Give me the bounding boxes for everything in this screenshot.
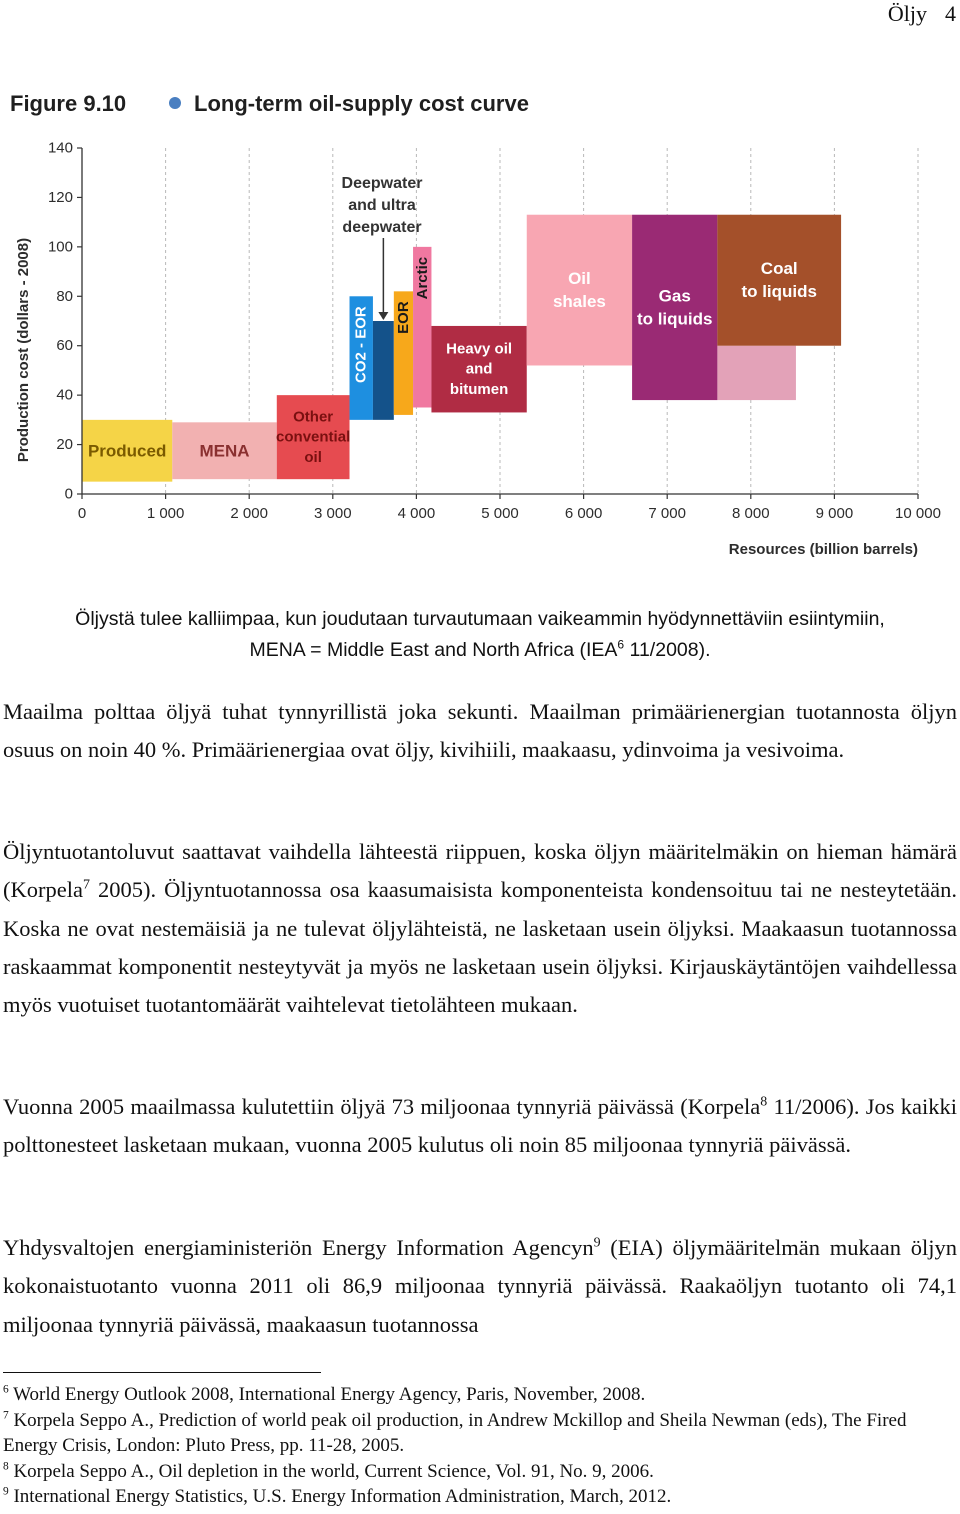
footnote-ref-8[interactable]: 8 (760, 1094, 768, 1110)
segment-label: Gas (658, 286, 691, 306)
caption-line-2-end: 11/2008). (624, 639, 711, 661)
segment-bar-gas-to-liquids (632, 215, 717, 400)
footnote-number: 7 (3, 1409, 9, 1422)
header-title: Öljy (887, 1, 927, 26)
segment-label: Coal (760, 259, 798, 279)
y-tick-label: 100 (47, 238, 73, 256)
page-number: 4 (945, 1, 956, 26)
paragraph-4-end: (EIA) öljymääritelmän mukaan öljyn kokonaistuotanto vuonna 2011 oli 86,9 miljoonaa tynnyriä päivässä. Raakaöljyn tuotanto oli 74,1 miljoonaa tynnyriä päivässä, maakaasun tuotannossa (3, 1235, 957, 1337)
y-axis-label: Production cost (dollars - 2008) (15, 237, 32, 463)
x-tick-label: 7 000 (648, 505, 686, 522)
segment-label: to liquids (636, 309, 713, 329)
footnote-text: Korpela Seppo A., Prediction of world peak oil production, in Andrew Mckillop and Sheila Newman (eds), The Fired Energy Crisis, London: Pluto Press, pp. 11-28, 2005. (3, 1409, 907, 1457)
footnotes (3, 1382, 957, 1510)
x-tick-label: 6 000 (564, 505, 603, 522)
segment-label: Arctic (413, 256, 431, 300)
footnote-ref-9[interactable]: 9 (593, 1235, 601, 1251)
x-tick-label: 9 000 (815, 505, 854, 522)
footnote-text: Korpela Seppo A., Oil depletion in the world, Current Science, Vol. 91, No. 9, 2006. (8, 1460, 654, 1482)
caption-line-2 (0, 635, 960, 666)
y-tick-label: 20 (56, 436, 73, 454)
footnote-7 (3, 1408, 957, 1459)
y-tick-label: 60 (56, 337, 73, 355)
callout-label: Deepwater (341, 175, 423, 192)
figure-label: Figure 9.10 (10, 91, 127, 116)
figure-bullet-icon (169, 97, 181, 109)
oil-supply-cost-chart (0, 82, 960, 570)
paragraph-2-start: Öljyntuotantoluvut saattavat vaihdella lähteestä riippuen, koska öljyn määritelmäkin on hieman hämärä (Korpela (3, 839, 957, 903)
footnote-number: 9 (3, 1486, 9, 1499)
page-header (888, 0, 956, 30)
paragraph-4 (3, 1229, 957, 1344)
callout-label: deepwater (342, 219, 422, 236)
footnote-number: 6 (3, 1383, 9, 1396)
paragraph-3 (3, 1088, 957, 1165)
footnote-9 (3, 1484, 957, 1510)
footnote-ref-6[interactable]: 6 (617, 637, 625, 652)
segment-label: Heavy oil (446, 340, 513, 358)
y-tick-label: 120 (47, 188, 73, 206)
caption-line-2-text: MENA = Middle East and North Africa (IEA (249, 639, 618, 661)
segment-label: to liquids (741, 282, 817, 302)
footnote-text: International Energy Statistics, U.S. Energy Information Administration, March, 2012. (8, 1486, 672, 1508)
segment-label: shales (552, 292, 606, 312)
x-tick-label: 8 000 (732, 505, 770, 522)
segment-bar-coal-to-liquids (717, 215, 841, 346)
callout-arrow-icon (378, 312, 388, 320)
paragraph-3-start: Vuonna 2005 maailmassa kulutettiin öljyä 73 miljoonaa tynnyriä päivässä (Korpela (3, 1094, 761, 1119)
footnote-divider (3, 1372, 321, 1373)
x-tick-label: 10 000 (895, 505, 941, 522)
footnote-number: 8 (3, 1460, 9, 1473)
segment-label: Oil (568, 269, 591, 289)
x-tick-label: 2 000 (230, 505, 268, 522)
x-tick-label: 0 (77, 505, 87, 522)
paragraph-3-text (3, 1088, 957, 1165)
figure-title: Long-term oil-supply cost curve (194, 91, 529, 116)
segment-bar-deepwater-and-ultra-deepwater (373, 321, 394, 420)
paragraph-1-text: Maailma polttaa öljyä tuhat tynnyrillistä joka sekunti. Maailman primäärienergian tuotannosta öljyn osuus on noin 40 %. Primäärienergiaa ovat öljy, kivihiili, maakaasu, ydinvoima ja vesivoima. (3, 699, 957, 763)
segment-bar-oil-shales (527, 215, 632, 366)
figure-caption (0, 604, 960, 666)
y-tick-label: 140 (47, 139, 73, 157)
segment-label: oil (304, 448, 322, 466)
footnote-6 (3, 1382, 957, 1408)
paragraph-2-text (3, 833, 957, 1024)
segment-label: Produced (87, 441, 167, 461)
paragraph-4-text (3, 1229, 957, 1344)
segment-label: CO2 - EOR (352, 306, 370, 383)
paragraph-2-end: 2005). Öljyntuotannossa osa kaasumaisista komponenteista kondensoituu tai ne nesteytetään. Koska ne ovat nestemäisiä ja ne tulevat öljylähteistä, ne lasketaan usein öljyksi. Maakaasun tuotannossa raskaammat komponentit nesteytyvät ja myös ne lasketaan usein öljyksi. Kirjauskäytäntöjen vaihdellessa myös vuotuiset tuotantomäärät vaihtelevat tietolähteen mukaan. (3, 877, 957, 1018)
x-tick-label: 5 000 (481, 505, 519, 522)
segment-label: convential (276, 428, 351, 446)
x-axis-label: Resources (billion barrels) (728, 541, 918, 558)
footnote-ref-7[interactable]: 7 (82, 877, 90, 893)
segment-label: EOR (394, 301, 412, 334)
callout-label: and ultra (348, 197, 416, 214)
segment-label: bitumen (449, 380, 509, 398)
footnote-text: World Energy Outlook 2008, International Energy Agency, Paris, November, 2008. (8, 1384, 646, 1405)
footnote-8 (3, 1459, 957, 1485)
segment-label: MENA (199, 441, 250, 461)
segment-label: Other (293, 408, 334, 426)
caption-line-1: Öljystä tulee kalliimpaa, kun joudutaan turvautumaan vaikeammin hyödynnettäviin esiintymiin, (75, 608, 885, 630)
paragraph-3-end: 11/2006). Jos kaikki polttonesteet lasketaan mukaan, vuonna 2005 kulutus oli noin 85 miljoonaa tynnyriä päivässä. (3, 1094, 957, 1158)
cost-segments (82, 215, 841, 482)
x-tick-label: 1 000 (146, 505, 185, 522)
y-tick-label: 0 (64, 485, 73, 503)
x-tick-label: 4 000 (397, 505, 436, 522)
y-tick-label: 80 (56, 287, 73, 305)
paragraph-2 (3, 833, 957, 1024)
paragraph-4-start: Yhdysvaltojen energiaministeriön Energy Information Agencyn (3, 1235, 594, 1260)
paragraph-1 (3, 693, 957, 770)
figure (0, 82, 960, 570)
segment-label: and (465, 360, 493, 378)
x-tick-label: 3 000 (314, 505, 352, 522)
segment-bar-extra (717, 346, 796, 400)
y-tick-label: 40 (56, 386, 73, 404)
